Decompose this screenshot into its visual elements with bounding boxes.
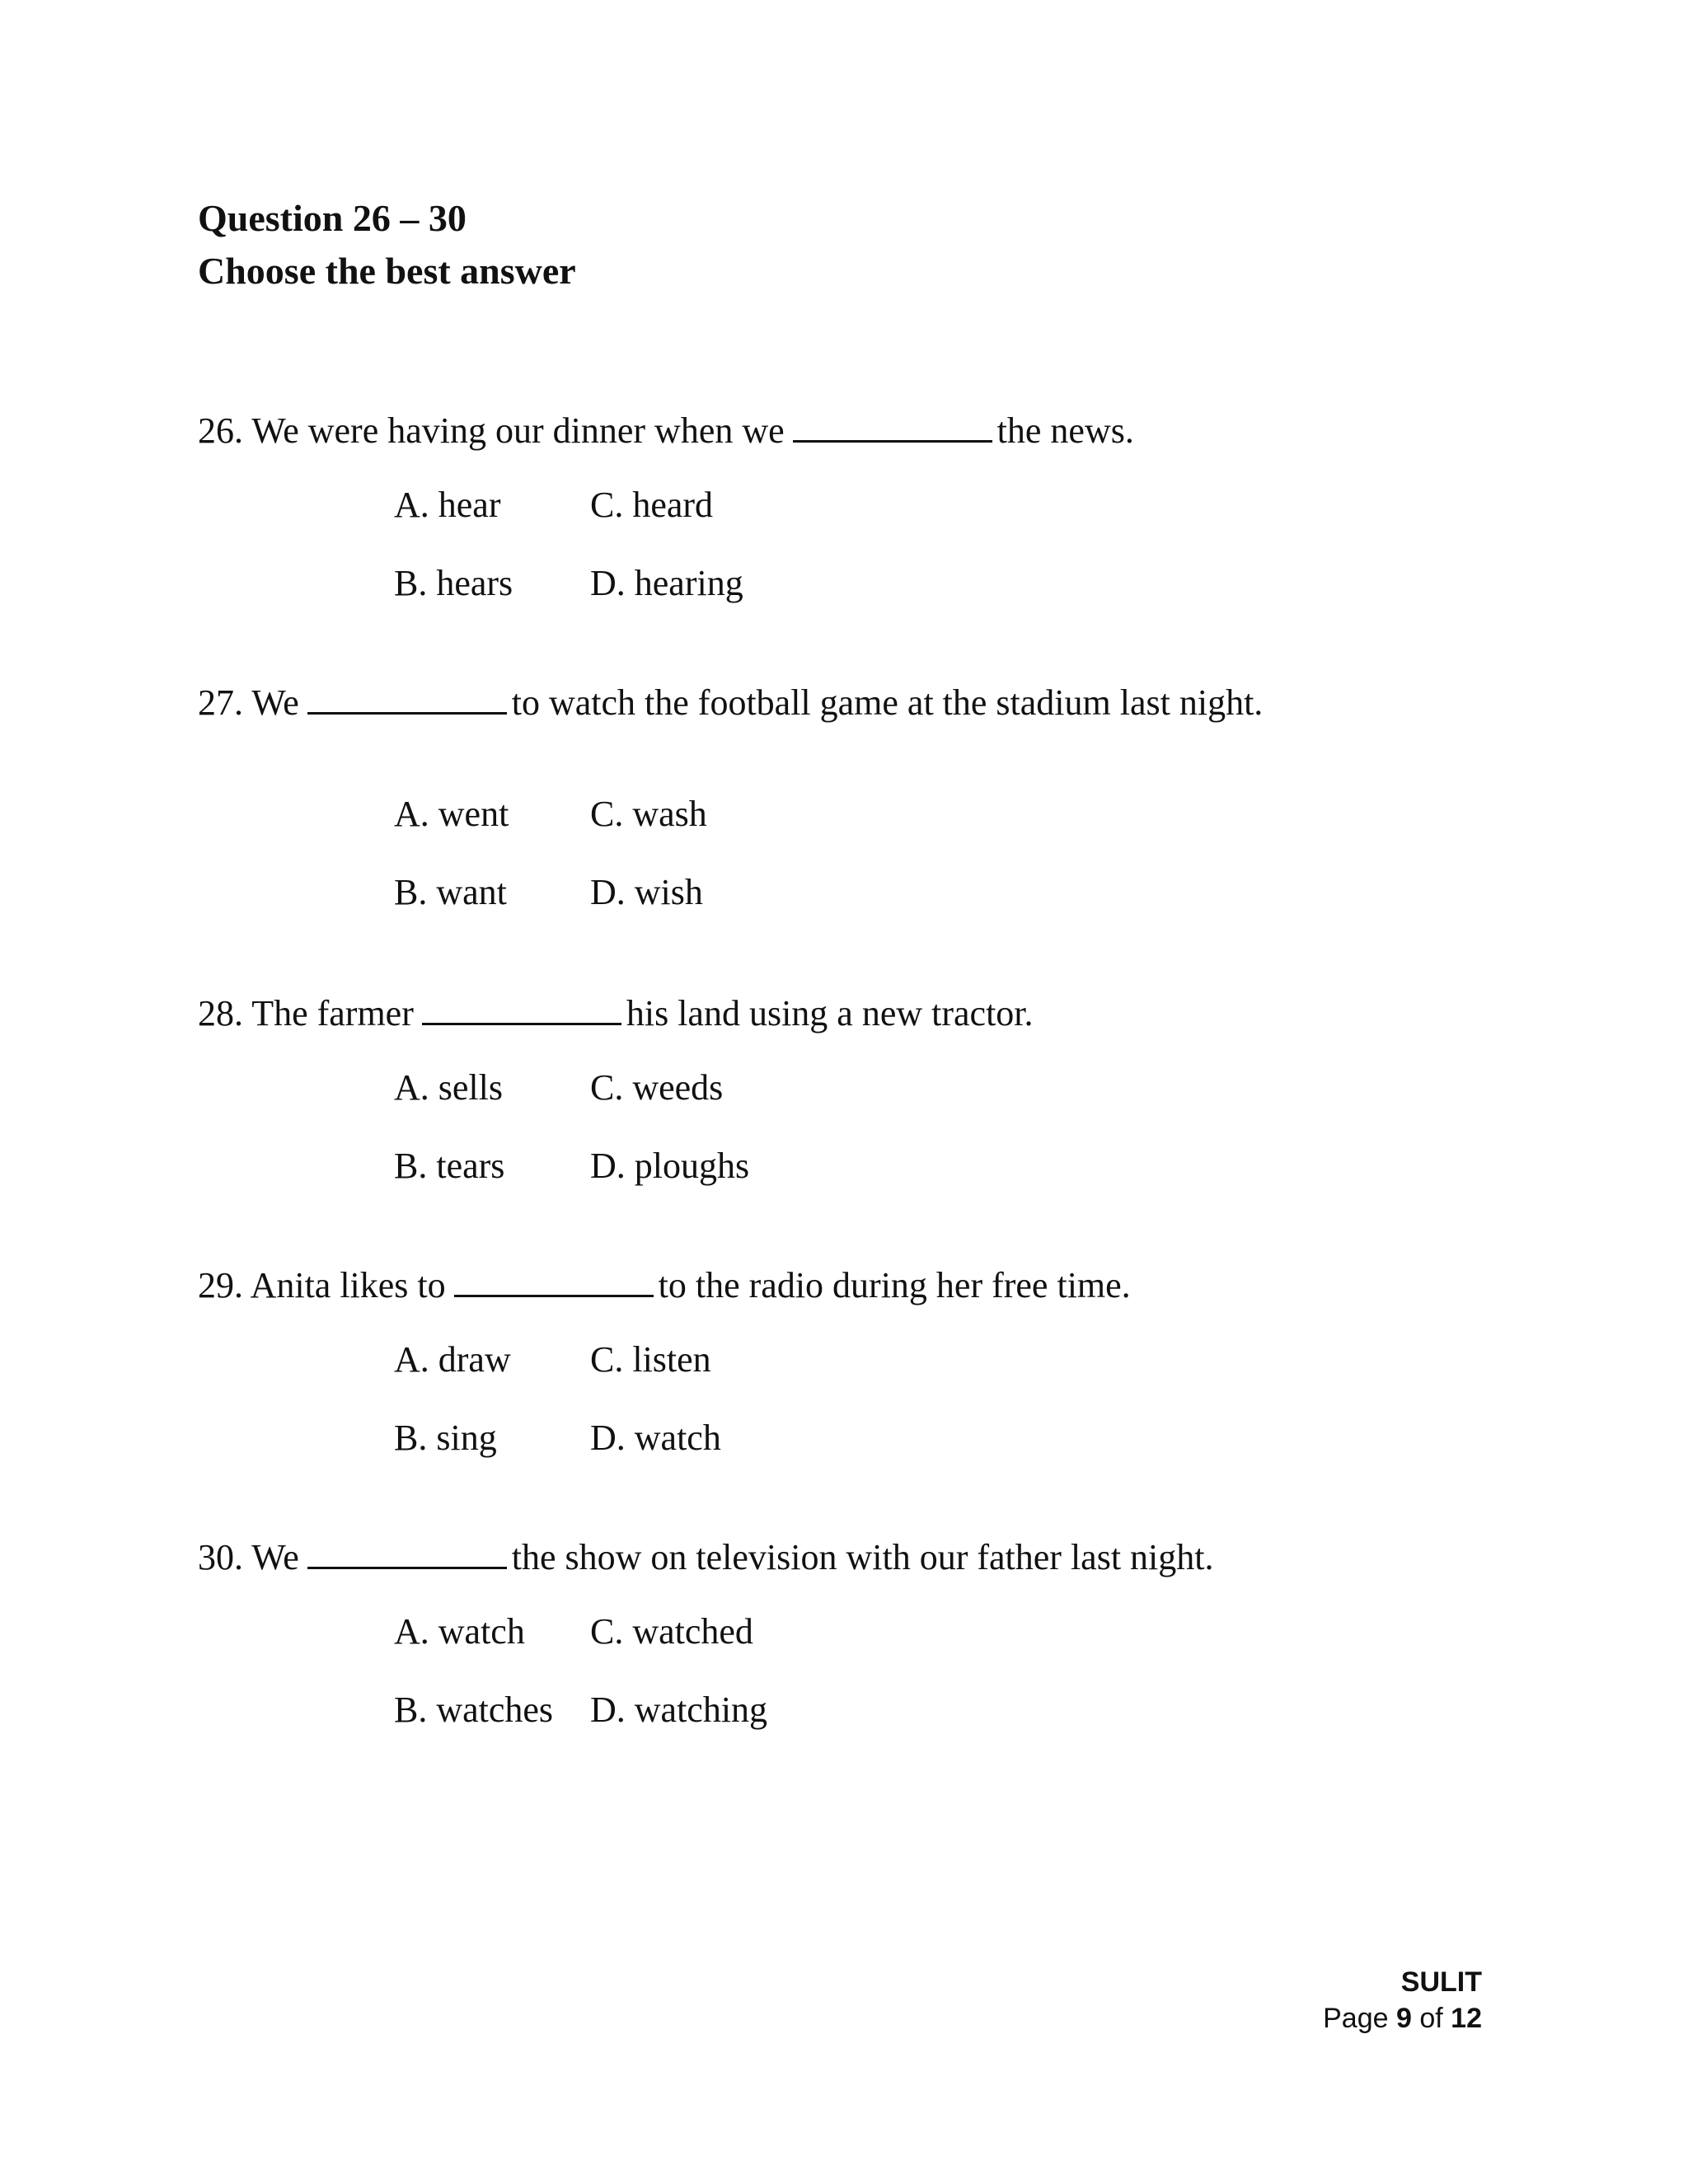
option-d: D. hearing bbox=[590, 563, 743, 603]
page-label: Page bbox=[1323, 2003, 1389, 2034]
question-text-suffix: to watch the football game at the stadium last night. bbox=[511, 682, 1264, 723]
question-text-prefix: 27. We bbox=[198, 682, 299, 723]
answer-blank bbox=[454, 1263, 654, 1297]
question-text-prefix: 26. We were having our dinner when we bbox=[198, 410, 785, 451]
question-26 bbox=[198, 409, 1134, 449]
option-c: C. listen bbox=[590, 1339, 711, 1380]
question-30 bbox=[198, 1535, 1214, 1576]
page-number: 9 bbox=[1395, 2003, 1412, 2034]
question-28 bbox=[198, 991, 1034, 1032]
page-indicator bbox=[1323, 2004, 1482, 2032]
question-text-prefix: 30. We bbox=[198, 1537, 299, 1577]
option-c: C. weeds bbox=[590, 1067, 724, 1108]
classification-label: SULIT bbox=[1400, 1966, 1482, 1998]
question-text-prefix: 28. The farmer bbox=[198, 993, 414, 1033]
of-label: of bbox=[1419, 2003, 1443, 2034]
option-a: A. went bbox=[394, 794, 509, 834]
answer-blank bbox=[307, 1535, 507, 1569]
option-a: A. sells bbox=[394, 1067, 503, 1108]
question-text-suffix: the show on television with our father last night. bbox=[511, 1537, 1214, 1577]
option-b: B. tears bbox=[394, 1146, 505, 1186]
option-a: A. draw bbox=[394, 1339, 511, 1380]
option-c: C. wash bbox=[590, 794, 707, 834]
option-c: C. heard bbox=[590, 485, 714, 525]
option-a: A. watch bbox=[394, 1611, 525, 1652]
option-d: D. wish bbox=[590, 872, 703, 912]
option-a: A. hear bbox=[394, 485, 501, 525]
option-b: B. watches bbox=[394, 1690, 554, 1730]
section-title: Question 26 – 30 bbox=[198, 197, 467, 239]
question-text-prefix: 29. Anita likes to bbox=[198, 1265, 446, 1305]
question-text-suffix: the news. bbox=[996, 410, 1134, 451]
option-d: D. watch bbox=[590, 1418, 721, 1458]
answer-blank bbox=[307, 681, 507, 715]
question-text-suffix: his land using a new tractor. bbox=[626, 993, 1034, 1033]
question-27 bbox=[198, 681, 1263, 721]
option-d: D. watching bbox=[590, 1690, 768, 1730]
answer-blank bbox=[793, 409, 992, 443]
answer-blank bbox=[422, 991, 621, 1025]
option-b: B. hears bbox=[394, 563, 513, 603]
option-d: D. ploughs bbox=[590, 1146, 750, 1186]
option-b: B. want bbox=[394, 872, 507, 912]
question-29 bbox=[198, 1263, 1131, 1304]
question-text-suffix: to the radio during her free time. bbox=[658, 1265, 1131, 1305]
page-total: 12 bbox=[1451, 2003, 1482, 2034]
section-instruction: Choose the best answer bbox=[198, 250, 576, 292]
option-c: C. watched bbox=[590, 1611, 753, 1652]
option-b: B. sing bbox=[394, 1418, 497, 1458]
